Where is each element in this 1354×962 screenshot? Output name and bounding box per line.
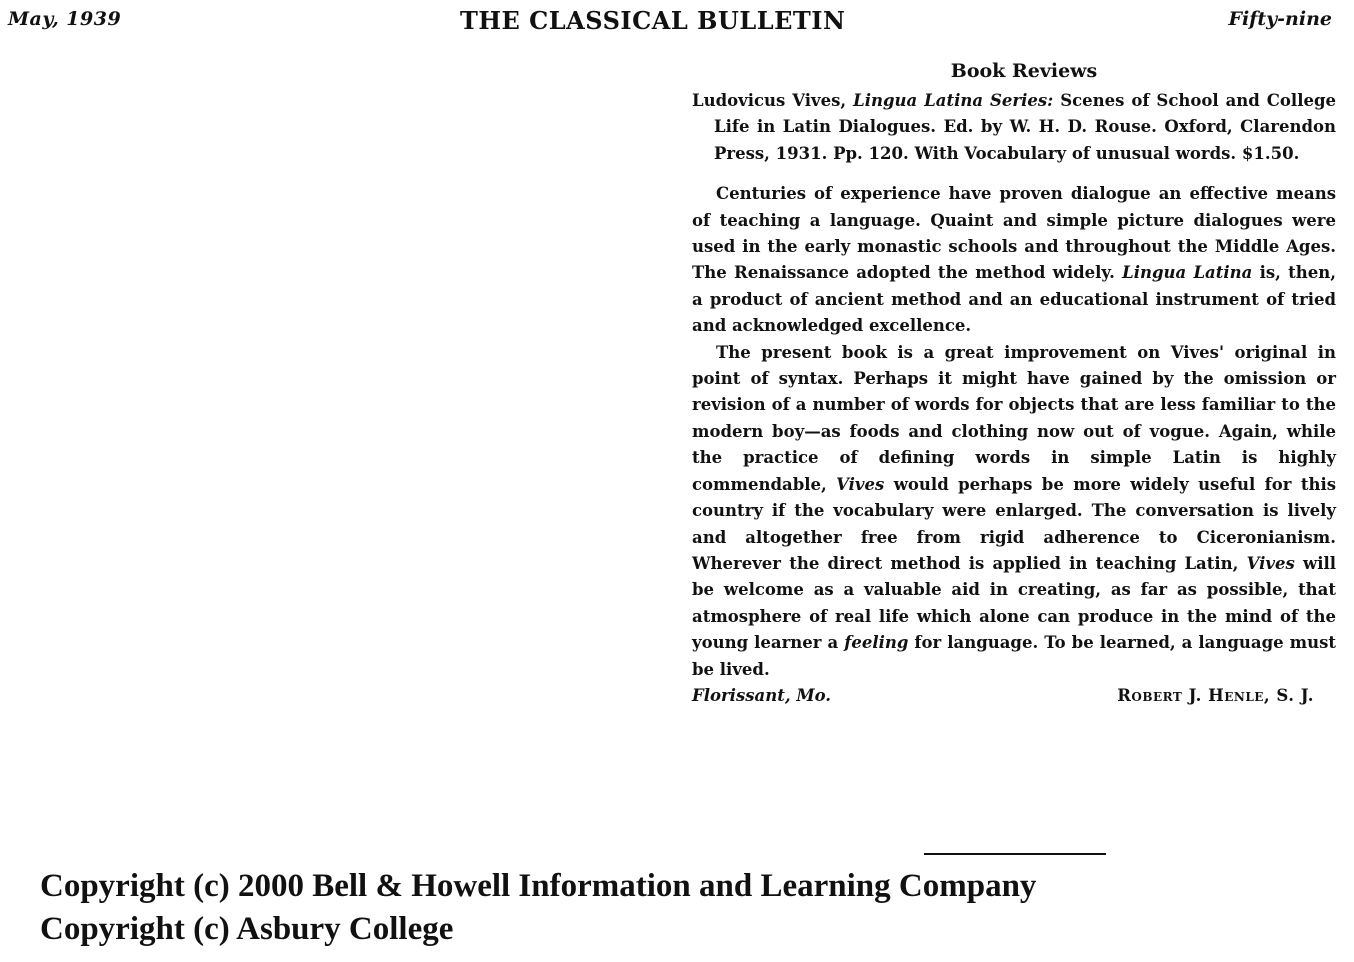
- paragraph-text: is, then, a product of ancient method and an educational instrument of tried and acknowledged excellence.: [692, 263, 1336, 336]
- review-paragraph-2: [692, 340, 1336, 683]
- paragraph-italic-word: feeling: [844, 633, 909, 653]
- signature-name: Robert J. Henle, S. J.: [1117, 685, 1314, 705]
- paragraph-italic-title: Lingua Latina: [1122, 263, 1253, 283]
- running-head: [0, 6, 1354, 36]
- section-divider: [924, 853, 1106, 855]
- paragraph-text: The present book is a great improvement on Vives' original in point of syntax. Perhaps it might have gained by the omission or revision of a number of words for objects that are less familiar to the modern boy—as foods and clothing now out of vogue. Again, while the practice of defining words in simple Latin is highly commendable,: [692, 342, 1336, 494]
- journal-title: THE CLASSICAL BULLETIN: [460, 6, 846, 35]
- citation-author: Ludovicus Vives,: [692, 91, 847, 110]
- paragraph-italic-title: Vives: [836, 474, 885, 494]
- review-signature: [692, 683, 1336, 709]
- page-number: Fifty-nine: [1228, 8, 1332, 30]
- paragraph-text: would perhaps be more widely useful for this country if the vocabulary were enlarged. The conversation is lively and altogether free from rigid adherence to Ciceronianism. Wherever the direct method is applied in teaching Latin,: [692, 474, 1336, 573]
- paragraph-text: will be welcome as a valuable aid in creating, as far as possible, that atmosphere of real life which alone can produce in the mind of the young learner a: [692, 553, 1336, 653]
- book-citation: [692, 88, 1336, 167]
- paragraph-text: for language. To be learned, a language must be lived.: [692, 633, 1336, 679]
- paragraph-italic-title: Vives: [1246, 553, 1295, 573]
- section-title: Book Reviews: [950, 60, 1098, 82]
- paragraph-text: Centuries of experience have proven dialogue an effective means of teaching a language. Quaint and simple picture dialogues were used in the early monastic schools and throughout the Middle Ages. The Renaissance adopted the method widely.: [692, 184, 1336, 283]
- review-column: [692, 58, 1336, 709]
- copyright-line-2: Copyright (c) Asbury College: [40, 911, 454, 947]
- copyright-line-1: Copyright (c) 2000 Bell & Howell Information and Learning Company: [40, 868, 1037, 904]
- citation-work-title: Lingua Latina Series:: [853, 91, 1054, 110]
- citation-details: Scenes of School and College Life in Latin Dialogues. Ed. by W. H. D. Rouse. Oxford, Clarendon Press, 1931. Pp. 120. With Vocabulary of unusual words. $1.50.: [714, 91, 1336, 163]
- review-paragraph-1: [692, 181, 1336, 339]
- signature-place: Florissant, Mo.: [692, 685, 832, 705]
- issue-date: May, 1939: [8, 8, 122, 30]
